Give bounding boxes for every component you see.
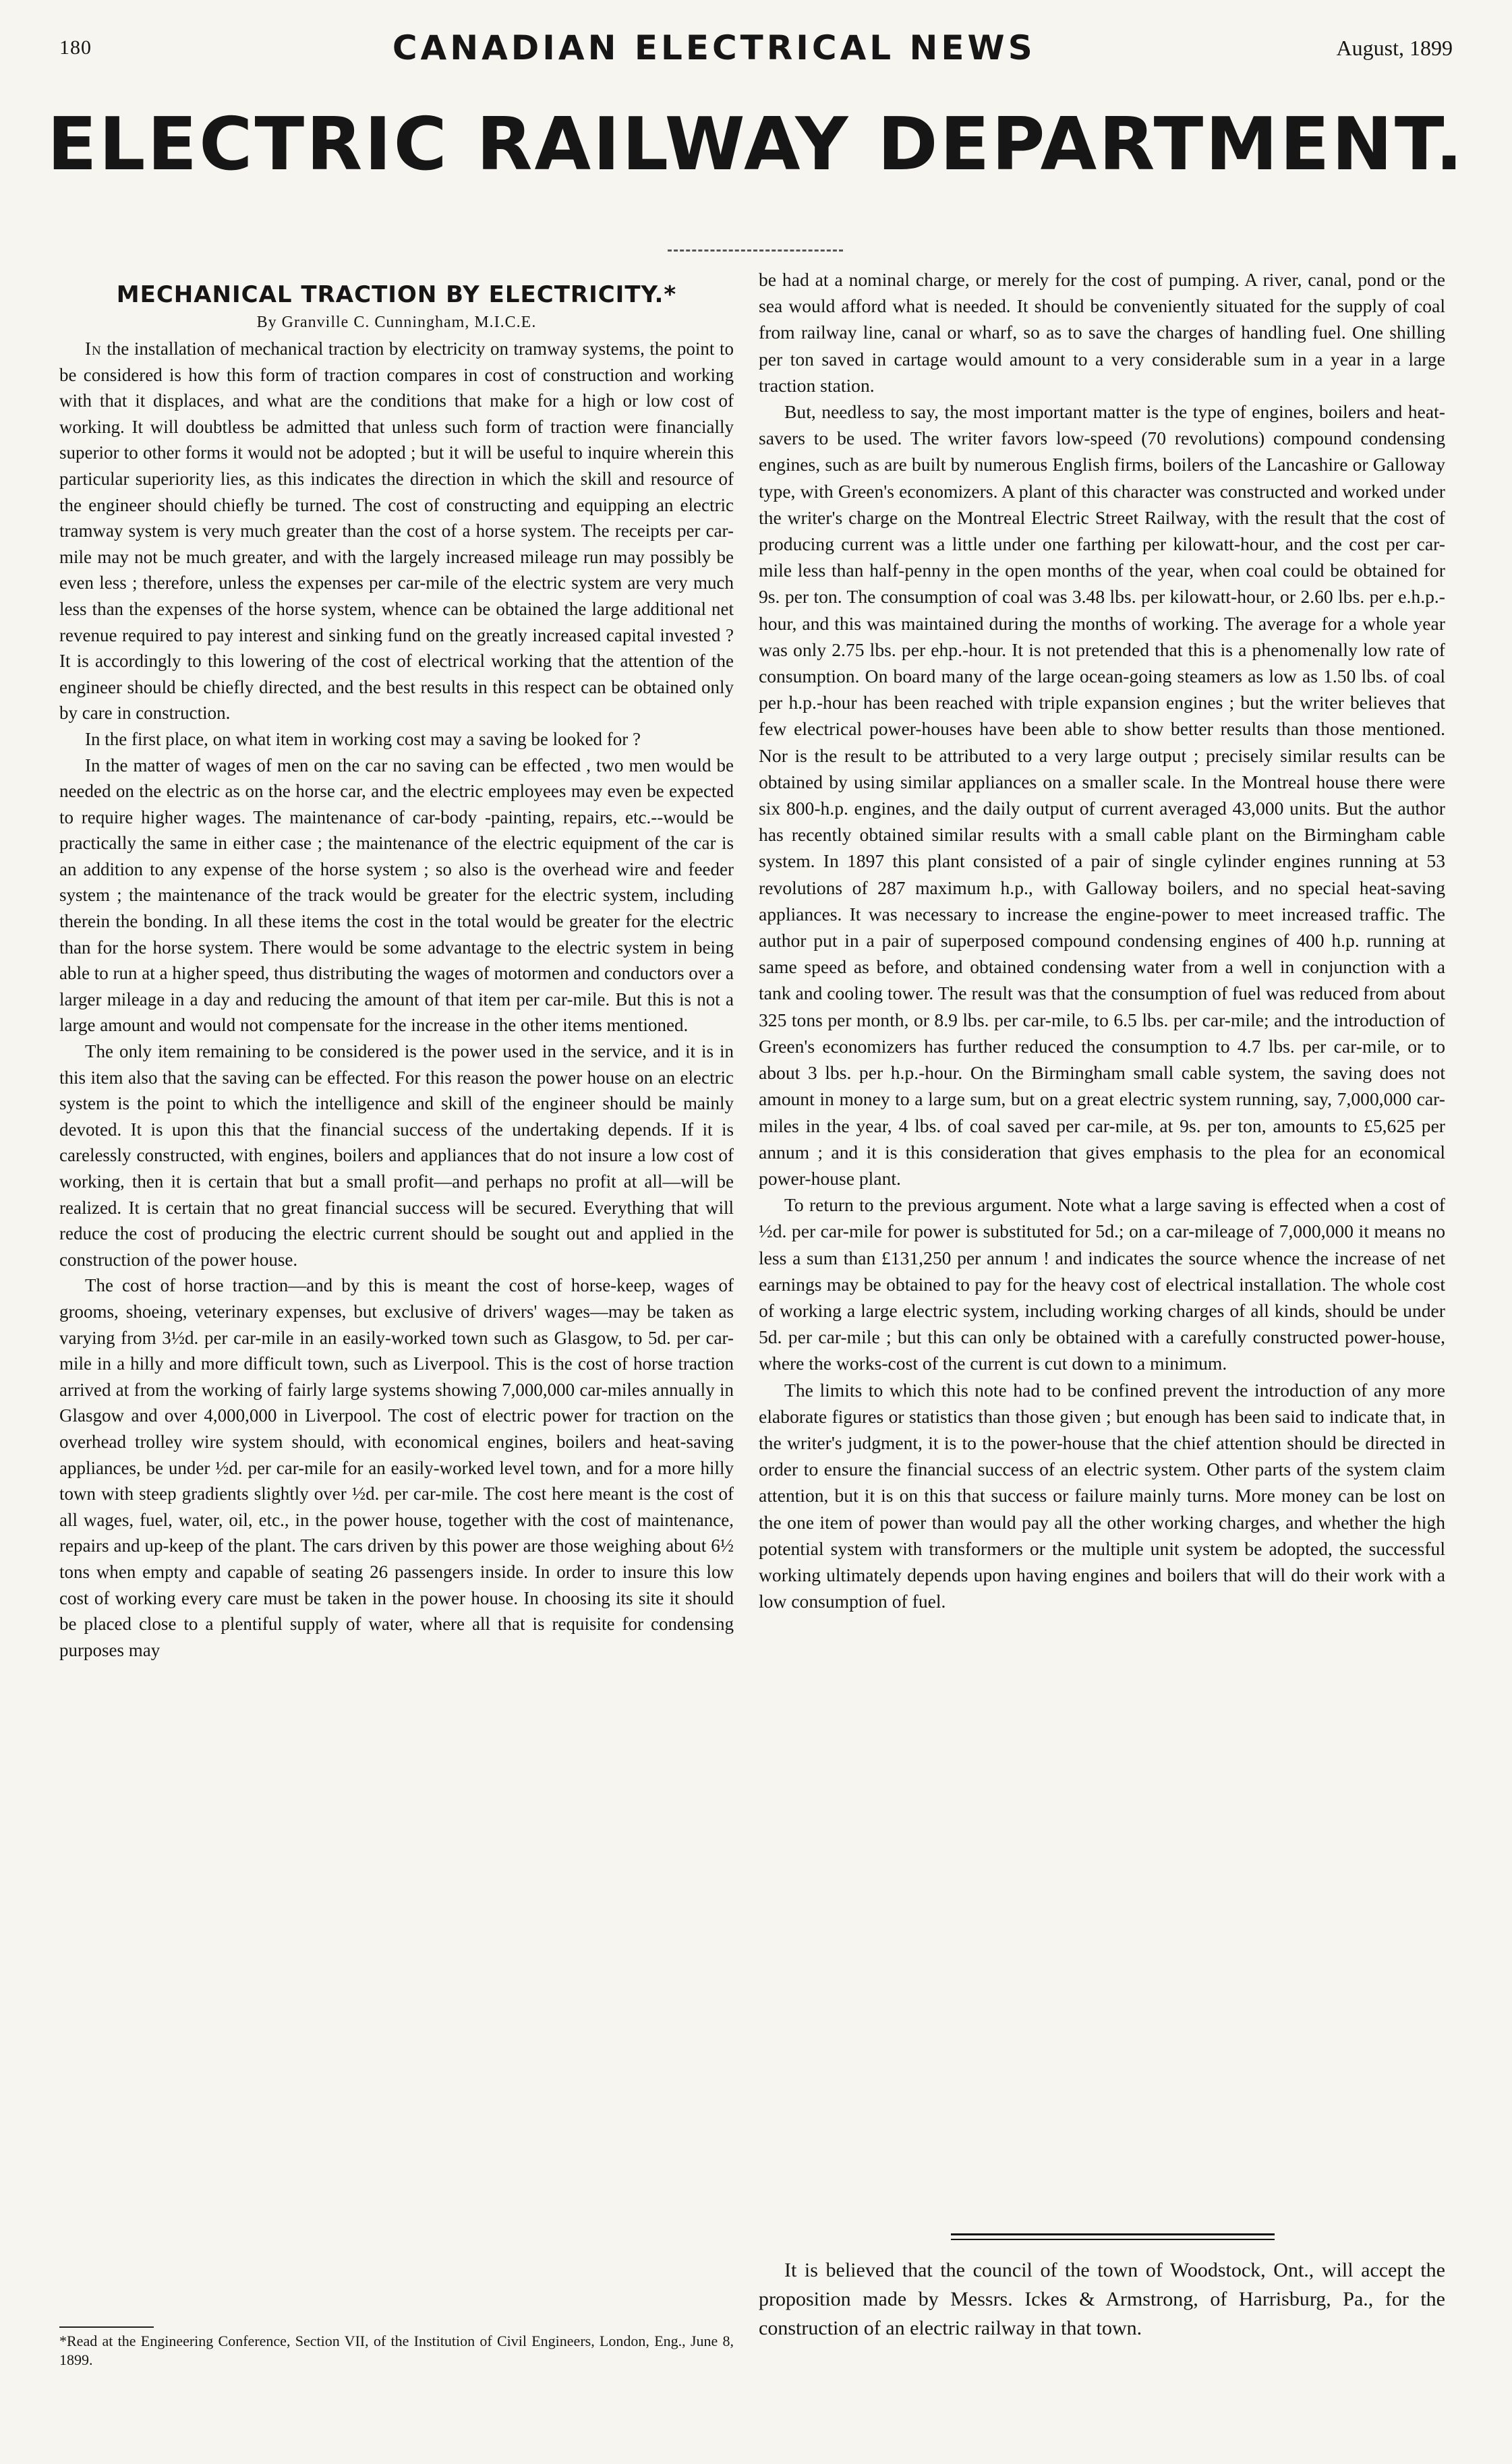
running-header — [59, 24, 1453, 71]
right-column — [759, 266, 1445, 2421]
paragraph: To return to the previous argument. Note what a large saving is effected when a cost of ½d. per car-mile for power is substituted for 5d.; on a car-mileage of 7,000,000 it means no less a sum than £131,250 per annum ! and indicates the source whence the increase of net earnings may be obtained to pay for the heavy cost of electrical installation. The whole cost of working a large electric system, including working charges of all kinds, should be under 5d. per car-mile ; but this can only be obtained with a carefully constructed power-house, where the works-cost of the current is cut down to a minimum. — [759, 1194, 1445, 1374]
issue-date: August, 1899 — [1336, 35, 1453, 60]
paragraph — [59, 336, 734, 726]
article-title: MECHANICAL TRACTION BY ELECTRICITY.* — [116, 281, 677, 308]
paragraph: In the matter of wages of men on the car no saving can be effected , two men would be needed on the electric as on the horse car, and the electric employees may even be expected to require higher wages. The maintenance of car-body -painting, repairs, etc.--would be practically the same in either case ; the maintenance of the electric equipment of the car is an addition to any expense of the horse system ; so also is the overhead wire and feeder system ; the maintenance of the track would be greater for the electric system, including therein the bonding. In all these items the cost in the total would be greater for the electric than for the horse system. There would be some advantage to the electric system in being able to run at a higher speed, thus distributing the wages of motormen and conductors over a larger mileage in a day and reducing the amount of that item per car-mile. But this is not a large amount and would not compensate for the increase in the other items mentioned. — [59, 755, 734, 1036]
separator-rule — [951, 2239, 1275, 2240]
news-item: It is believed that the council of the town of Woodstock, Ont., will accept the proposition made by Messrs. Ickes & Armstrong, of Harrisburg, Pa., for the construction of an electric railway in that town. — [759, 2259, 1445, 2339]
paragraph: The cost of horse traction—and by this is meant the cost of horse-keep, wages of grooms, shoeing, veterinary expenses, but exclusive of drivers' wages—may be taken as varying from 3½d. per car-mile in an easily-worked town such as Glasgow, to 5d. per car-mile in a hilly and more difficult town, such as Liverpool. This is the cost of horse traction arrived at from the working of fairly large systems showing 7,000,000 car-miles annually in Glasgow and over 4,000,000 in Liverpool. The cost of electric power for traction on the overhead trolley wire system should, with economical engines, boilers and heat-saving appliances, be under ½d. per car-mile for an easily-worked level town, and for a more hilly town with steep gradients slightly over ½d. per car-mile. The cost here meant is the cost of all wages, fuel, water, oil, etc., in the power house, together with the cost of maintenance, repairs and up-keep of the plant. The cars driven by this power are those weighing about 6½ tons when empty and capable of seating 26 passengers inside. In order to insure this low cost of working every care must be taken in the power house. In choosing its site it should be placed close to a plentiful supply of water, where all that is requisite for condensing purposes may — [59, 1275, 734, 1660]
paragraph: The limits to which this note had to be confined prevent the introduction of any more elaborate figures or statistics than those given ; but enough has been said to indicate that, in the writer's judgment, it is to the power-house that the chief attention should be directed in order to ensure the financial success of an electric system. Other parts of the system claim attention, but it is on this that success or failure mainly turns. More money can be lost on the one item of power than would pay all the other working charges, and whether the high potential system with transformers or the multiple unit system be adopted, the successful working ultimately depends upon having engines and boilers that will do their work with a low consumption of fuel. — [759, 1379, 1445, 1612]
article-byline: By Granville C. Cunningham, M.I.C.E. — [256, 314, 537, 331]
footnote: *Read at the Engineering Conference, Section VII, of the Institution of Civil Engineers, London, Eng., June 8, 1899. — [59, 2333, 734, 2368]
separator-rule — [951, 2233, 1275, 2235]
lead-word: In — [85, 339, 102, 359]
page-number: 180 — [59, 36, 92, 59]
paragraph: In the first place, on what item in working cost may a saving be looked for ? — [85, 728, 641, 749]
title-divider — [668, 250, 843, 252]
left-column — [59, 266, 734, 2421]
paragraph: The only item remaining to be considered is the power used in the service, and it is in this item also that the saving can be effected. For this reason the power house on an electric system is the point to which the intelligence and skill of the engineer should be mainly devoted. It is upon this that the financial success of the undertaking depends. If it is carelessly constructed, with engines, boilers and appliances that do not insure a low cost of working, then it is certain that but a small profit—and perhaps no profit at all—will be realized. It is certain that no great financial success will be secured. Everything that will reduce the cost of producing the electric current should be sought out and applied in the construction of the power house. — [59, 1041, 734, 1270]
paragraph: be had at a nominal charge, or merely for the cost of pumping. A river, canal, pond or the sea would afford what is needed. It should be conveniently situated for the supply of coal from railway line, canal or wharf, so as to save the charges of handling fuel. One shilling per ton saved in cartage would amount to a very considerable sum in a year in a large traction station. — [759, 269, 1445, 396]
department-title: ELECTRIC RAILWAY DEPARTMENT. — [47, 102, 1465, 187]
paragraph-text: the installation of mechanical traction by electricity on tramway systems, the point to be considered is how this form of traction compares in cost of construction and working with that it displaces, and what are the conditions that make for a high or low cost of working. It will doubtless be admitted that unless such form of traction were financially superior to other forms it would not be adopted ; but it will be useful to inquire wherein this particular superiority lies, as this indicates the direction in which the skill and resource of the engineer should chiefly be turned. The cost of constructing and equipping an electric tramway system is very much greater than the cost of a horse system. The receipts per car-mile may not be much greater, and with the largely increased mileage run may possibly be even less ; therefore, unless the expenses per car-mile of the electric system are very much less than the expenses of the horse system, whence can be obtained the large additional net revenue required to pay interest and sinking fund on the greatly increased capital invested ? It is accordingly to this lowering of the cost of electrical working that the attention of the engineer should be chiefly directed, and the best results in this respect can be obtained only by care in construction. — [59, 339, 734, 724]
publication-title: CANADIAN ELECTRICAL NEWS — [392, 28, 1036, 67]
footnote-rule — [59, 2326, 154, 2328]
paragraph: But, needless to say, the most important matter is the type of engines, boilers and heat-savers to be used. The writer favors low-speed (70 revolutions) compound condensing engines, such as are built by numerous English firms, boilers of the Lancashire or Galloway type, with Green's economizers. A plant of this character was constructed and worked under the writer's charge on the Montreal Electric Street Railway, with the result that the cost of producing current was a little under one farthing per kilowatt-hour, and the cost per car-mile less than half-penny in the open months of the year, when coal could be obtained for 9s. per ton. The consumption of coal was 3.48 lbs. per kilowatt-hour, or 2.60 lbs. per e.h.p.-hour, and this was maintained during the months of working. The average for a whole year was only 2.75 lbs. per ehp.-hour. It is not pretended that this is a phenomenally low rate of consumption. On board many of the large ocean-going steamers as low as 1.50 lbs. of coal per h.p.-hour has been reached with triple expansion engines ; but the writer believes that few electrical power-houses have been able to show better results than those mentioned. Nor is the result to be attributed to a very large output ; precisely similar results can be obtained by using similar appliances on a smaller scale. In the Montreal house there were six 800-h.p. engines, and the daily output of current averaged 43,000 units. But the author has recently obtained similar results with a small cable plant on the Birmingham cable system. In 1897 this plant consisted of a pair of single cylinder engines running at 53 revolutions of 287 maximum h.p., with Galloway boilers, and no special heat-saving appliances. It was necessary to increase the engine-power to meet increased traffic. The author put in a pair of superposed compound condensing engines of 400 h.p. running at same speed as before, and obtained condensing water from a well in conjunction with a tank and cooling tower. The result was that the consumption of fuel was reduced from about 325 tons per month, or 8.9 lbs. per car-mile, to 6.5 lbs. per car-mile; and the introduction of Green's economizers has further reduced the consumption to 4.7 lbs. per car-mile, or to about 3 lbs. per h.p.-hour. On the Birmingham small cable system, the saving does not amount in money to a large sum, but on a great electric system running, say, 7,000,000 car-miles in the year, 4 lbs. of coal saved per car-mile, at 9s. per ton, amounts to £5,625 per annum ; and it is this consideration that gives emphasis to the plea for an economical power-house plant. — [759, 401, 1445, 1189]
